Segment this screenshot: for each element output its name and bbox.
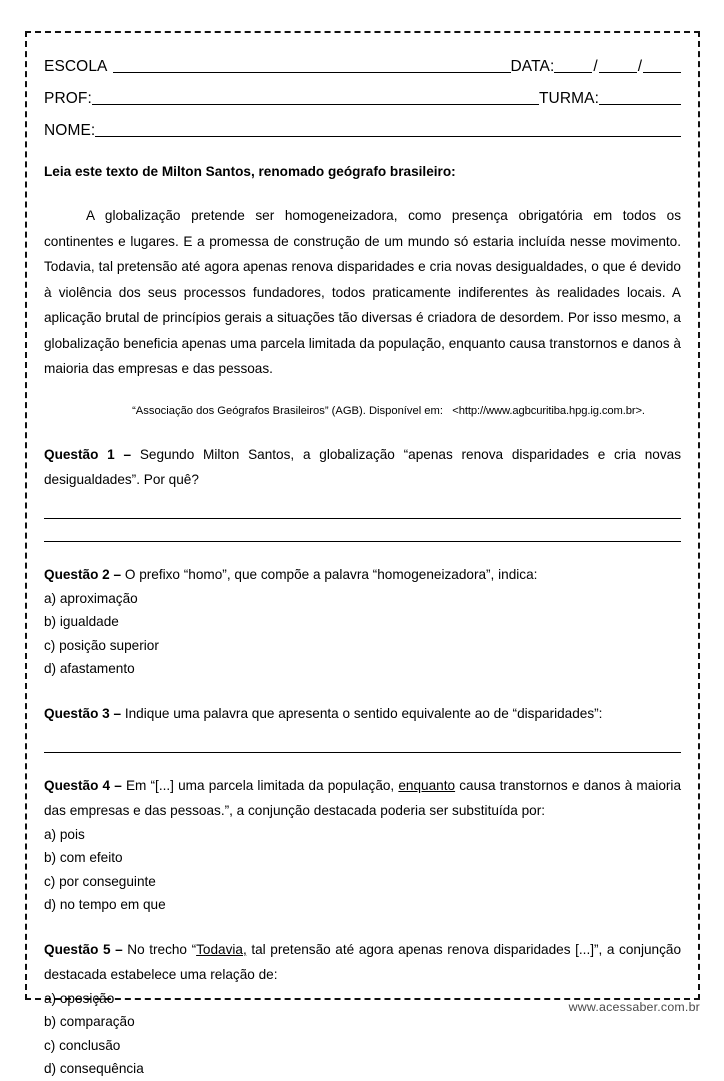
question-4-alternative-a[interactable]: a) pois bbox=[44, 826, 85, 842]
question-5 bbox=[44, 937, 681, 987]
question-4-prompt-before: Em “[...] uma parcela limitada da população, bbox=[125, 777, 399, 793]
question-3-prompt: Indique uma palavra que apresenta o sentido equivalente ao de “disparidades”: bbox=[124, 705, 603, 721]
answer-line[interactable] bbox=[44, 498, 681, 519]
question-5-alternative-b[interactable]: b) comparação bbox=[44, 1014, 135, 1029]
prof-label: PROF: bbox=[44, 90, 92, 107]
data-day-line[interactable] bbox=[554, 71, 592, 73]
question-5-number: Questão 5 – bbox=[44, 941, 128, 957]
question-2 bbox=[44, 562, 681, 587]
reading-text-paragraph: A globalização pretende ser homogeneizadora, como presença obrigatória em todos os continentes e lugares. E a promessa de construção de um mundo só estaria incluída nesse movimento. Todavia, tal pretensão até agora apenas renova disparidades e cria novas desigualdades, o que é devido à violência dos seus processos fundadores, todos praticamente indiferentes às realidades locais. A aplicação brutal de princípios gerais a situações tão diversas é criadora de desordem. Por isso mesmo, a globalização beneficia apenas uma parcela limitada da população, enquanto causa transtornos e danos à maioria das empresas e das pessoas. bbox=[44, 208, 681, 376]
question-4-alternative-d[interactable]: d) no tempo em que bbox=[44, 897, 166, 912]
question-1-number: Questão 1 – bbox=[44, 446, 140, 462]
data-year-line[interactable] bbox=[643, 71, 681, 73]
escola-input-line[interactable] bbox=[113, 71, 511, 73]
question-5-alternative-a[interactable]: a) oposição bbox=[44, 990, 115, 1006]
question-4-alternative-c[interactable]: c) por conseguinte bbox=[44, 873, 156, 889]
question-4-prompt-after: causa transtornos e danos à maioria das empresas e das pessoas.”, a conjunção destacada poderia ser substituída por: bbox=[44, 777, 682, 818]
source-url: <http://www.agbcuritiba.hpg.ig.com.br>. bbox=[452, 404, 645, 417]
question-4-alternative-b[interactable]: b) com efeito bbox=[44, 850, 123, 865]
nome-input-line[interactable] bbox=[95, 135, 681, 137]
question-5-prompt-after: tal pretensão até agora apenas renova disparidades [...]”, a conjunção destacada estabelece uma relação de: bbox=[44, 941, 681, 982]
nome-label: NOME: bbox=[44, 122, 96, 139]
prof-row bbox=[44, 76, 681, 108]
date-separator-1: / bbox=[593, 58, 598, 75]
question-2-alternative-d[interactable]: d) afastamento bbox=[44, 661, 135, 676]
turma-label: TURMA: bbox=[538, 90, 599, 107]
data-month-line[interactable] bbox=[599, 71, 637, 73]
source-text: “Associação dos Geógrafos Brasileiros” (AGB). Disponível em: bbox=[132, 404, 443, 417]
question-1-prompt: Segundo Milton Santos, a globalização “apenas renova disparidades e cria novas desigualdades”. Por quê? bbox=[44, 446, 682, 487]
question-5-prompt-before: No trecho “ bbox=[127, 941, 197, 957]
question-2-number: Questão 2 – bbox=[44, 566, 125, 582]
question-1 bbox=[44, 442, 681, 492]
question-4-highlighted-conjunction: enquanto bbox=[398, 777, 456, 793]
escola-label: ESCOLA bbox=[44, 58, 108, 75]
question-2-alternative-c[interactable]: c) posição superior bbox=[44, 637, 159, 653]
question-1-answer-area bbox=[44, 498, 681, 542]
answer-line[interactable] bbox=[44, 519, 681, 542]
worksheet-content bbox=[44, 31, 681, 1081]
question-4 bbox=[44, 773, 681, 823]
date-separator-2: / bbox=[637, 58, 642, 75]
question-2-prompt: O prefixo “homo”, que compõe a palavra “homogeneizadora”, indica: bbox=[124, 566, 538, 582]
question-4-number: Questão 4 – bbox=[44, 777, 126, 793]
prof-input-line[interactable] bbox=[92, 103, 539, 105]
question-5-alternative-c[interactable]: c) conclusão bbox=[44, 1037, 121, 1053]
question-5-highlighted-conjunction: Todavia, bbox=[196, 941, 247, 957]
answer-line[interactable] bbox=[44, 732, 681, 753]
question-5-alternative-d[interactable]: d) consequência bbox=[44, 1061, 144, 1076]
question-3 bbox=[44, 701, 681, 726]
question-3-number: Questão 3 – bbox=[44, 705, 125, 721]
question-2-alternative-a[interactable]: a) aproximação bbox=[44, 590, 138, 606]
escola-row bbox=[44, 44, 681, 76]
data-label: DATA: bbox=[510, 58, 555, 75]
nome-row bbox=[44, 108, 681, 140]
question-3-answer-area bbox=[44, 732, 681, 753]
source-attribution bbox=[44, 403, 681, 419]
lead-instruction: Leia este texto de Milton Santos, renomado geógrafo brasileiro: bbox=[44, 164, 456, 179]
identification-block bbox=[44, 31, 681, 140]
footer-website[interactable]: www.acessaber.com.br bbox=[568, 1000, 700, 1014]
question-2-alternative-b[interactable]: b) igualdade bbox=[44, 614, 119, 629]
turma-input-line[interactable] bbox=[599, 103, 681, 105]
